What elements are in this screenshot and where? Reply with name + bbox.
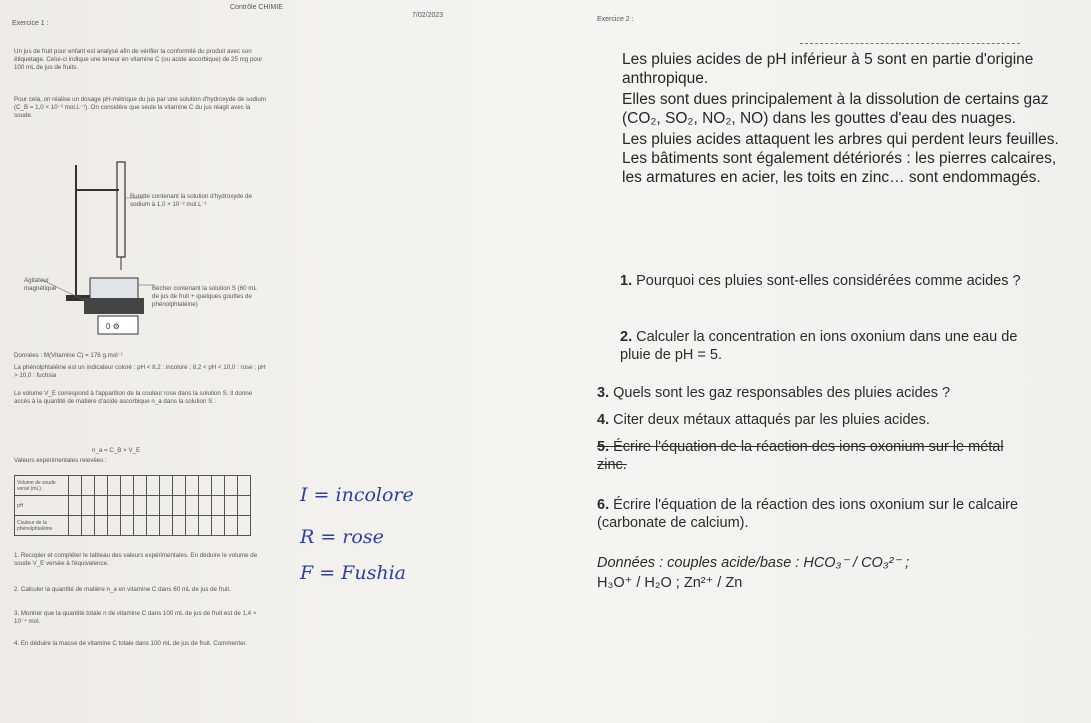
right-question-5-struck bbox=[597, 438, 1027, 474]
page-title: Contrôle CHIMIE bbox=[230, 4, 283, 11]
row-header-color: Couleur de la phénolphtaléine bbox=[15, 516, 69, 536]
exercise1-method: Pour cela, on réalise un dosage pH-métrique du jus par une solution d'hydroxyde de sodium (C_B = 1,0 × 10⁻² mol.L⁻¹). On considère que seule la vitamine C du jus réagit avec la soude. bbox=[14, 96, 266, 119]
exercise2-label: Exercice 2 : bbox=[597, 16, 634, 23]
indicator-info: La phénolphtaléine est un indicateur coloré : pH < 8,2 : incolore ; 8,2 < pH < 10,0 : rose ; pH > 10,0 : fuchsia bbox=[14, 364, 266, 379]
row-header-volume: Volume de soude versé (mL) bbox=[15, 476, 69, 496]
question-text: Calculer la concentration en ions oxonium dans une eau de pluie de pH = 5. bbox=[620, 329, 1018, 363]
date: 7/02/2023 bbox=[412, 12, 444, 19]
titration-setup-diagram bbox=[14, 150, 264, 350]
svg-text:0 ⚙: 0 ⚙ bbox=[106, 322, 120, 331]
table-row bbox=[15, 496, 251, 516]
stirrer-label: Agitateur magnétique bbox=[24, 277, 57, 292]
left-question-1: 1. Recopier et compléter le tableau des valeurs expérimentales. En déduire le volume de soude V_E versée à l'équivalence. bbox=[14, 552, 258, 567]
table-row bbox=[15, 516, 251, 536]
volume-note: Le volume V_E correspond à l'apparition de la couleur rose dans la solution S. Il donne accès à la quantité de matière d'acide ascorbique n_a dans la solution S : bbox=[14, 390, 253, 405]
right-data-line-2: H₃O⁺ / H₂O ; Zn²⁺ / Zn bbox=[597, 575, 743, 591]
dashed-line bbox=[800, 43, 1020, 44]
question-text: Écrire l'équation de la réaction des ions oxonium sur le calcaire (carbonate de calcium). bbox=[597, 497, 1019, 531]
left-question-4: 4. En déduire la masse de vitamine C totale dans 100 mL de jus de fruit. Commenter. bbox=[14, 640, 247, 647]
right-question-3 bbox=[597, 384, 1037, 402]
question-text: Pourquoi ces pluies sont-elles considérées comme acides ? bbox=[636, 273, 1021, 289]
table-row bbox=[15, 476, 251, 496]
values-title: Valeurs expérimentales relevées : bbox=[14, 457, 107, 464]
question-number: 3. bbox=[597, 385, 610, 401]
question-text: Écrire l'équation de la réaction des ions oxonium sur le métal zinc. bbox=[597, 439, 1004, 473]
question-text: Quels sont les gaz responsables des pluies acides ? bbox=[613, 385, 951, 401]
right-question-2 bbox=[620, 328, 1040, 364]
paragraph-1: Les pluies acides de pH inférieur à 5 sont en partie d'origine anthropique. bbox=[622, 51, 1034, 87]
question-number: 5. bbox=[597, 439, 610, 455]
exercise1-intro: Un jus de fruit pour enfant est analysé afin de vérifier la conformité du produit avec son étiquetage. Celui-ci indique une teneur en vitamine C (ou acide ascorbique) de 25 mg pour 100 mL de jus de fruits. bbox=[14, 48, 263, 71]
handwritten-incolore: I = incolore bbox=[300, 484, 414, 506]
paragraph-3: Les pluies acides attaquent les arbres qui perdent leurs feuilles. Les bâtiments sont également détériorés : les pierres calcaires, les armatures en acier, les toits en zinc… sont endommagés. bbox=[622, 131, 1059, 186]
left-question-2: 2. Calculer la quantité de matière n_a en vitamine C dans 60 mL de jus de fruit. bbox=[14, 586, 231, 593]
question-number: 1. bbox=[620, 273, 633, 289]
right-question-4 bbox=[597, 411, 1037, 429]
data-molar-mass: Données : M(Vitamine C) = 176 g.mol⁻¹ bbox=[14, 352, 123, 359]
experimental-values-table bbox=[14, 475, 251, 536]
exercise1-label: Exercice 1 : bbox=[12, 20, 49, 27]
question-number: 2. bbox=[620, 329, 633, 345]
right-question-6 bbox=[597, 496, 1037, 532]
handwritten-fushia: F = Fushia bbox=[300, 562, 406, 584]
burette-label: Burette contenant la solution d'hydroxyde de sodium à 1,0 × 10⁻² mol.L⁻¹ bbox=[130, 193, 252, 208]
right-data-line-1: Données : couples acide/base : HCO₃⁻ / CO₃²⁻ ; bbox=[597, 555, 910, 571]
left-question-3: 3. Montrer que la quantité totale n de vitamine C dans 100 mL de jus de fruit est de 1,4 × 10⁻⁴ mol. bbox=[14, 610, 257, 625]
question-text: Citer deux métaux attaqués par les pluies acides. bbox=[613, 412, 930, 428]
question-number: 4. bbox=[597, 412, 610, 428]
relation: n_a = C_B × V_E bbox=[92, 447, 141, 454]
beaker-label: Bécher contenant la solution S (60 mL de jus de fruit + quelques gouttes de phénolphtaléine) bbox=[152, 285, 257, 308]
question-number: 6. bbox=[597, 497, 610, 513]
paragraph-2: Elles sont dues principalement à la dissolution de certains gaz (CO₂, SO₂, NO₂, NO) dans les gouttes d'eau des nuages. bbox=[622, 91, 1049, 127]
exercise2-text bbox=[597, 50, 1072, 187]
handwritten-rose: R = rose bbox=[300, 526, 384, 548]
row-header-ph: pH bbox=[15, 496, 69, 516]
right-question-1 bbox=[620, 272, 1060, 290]
